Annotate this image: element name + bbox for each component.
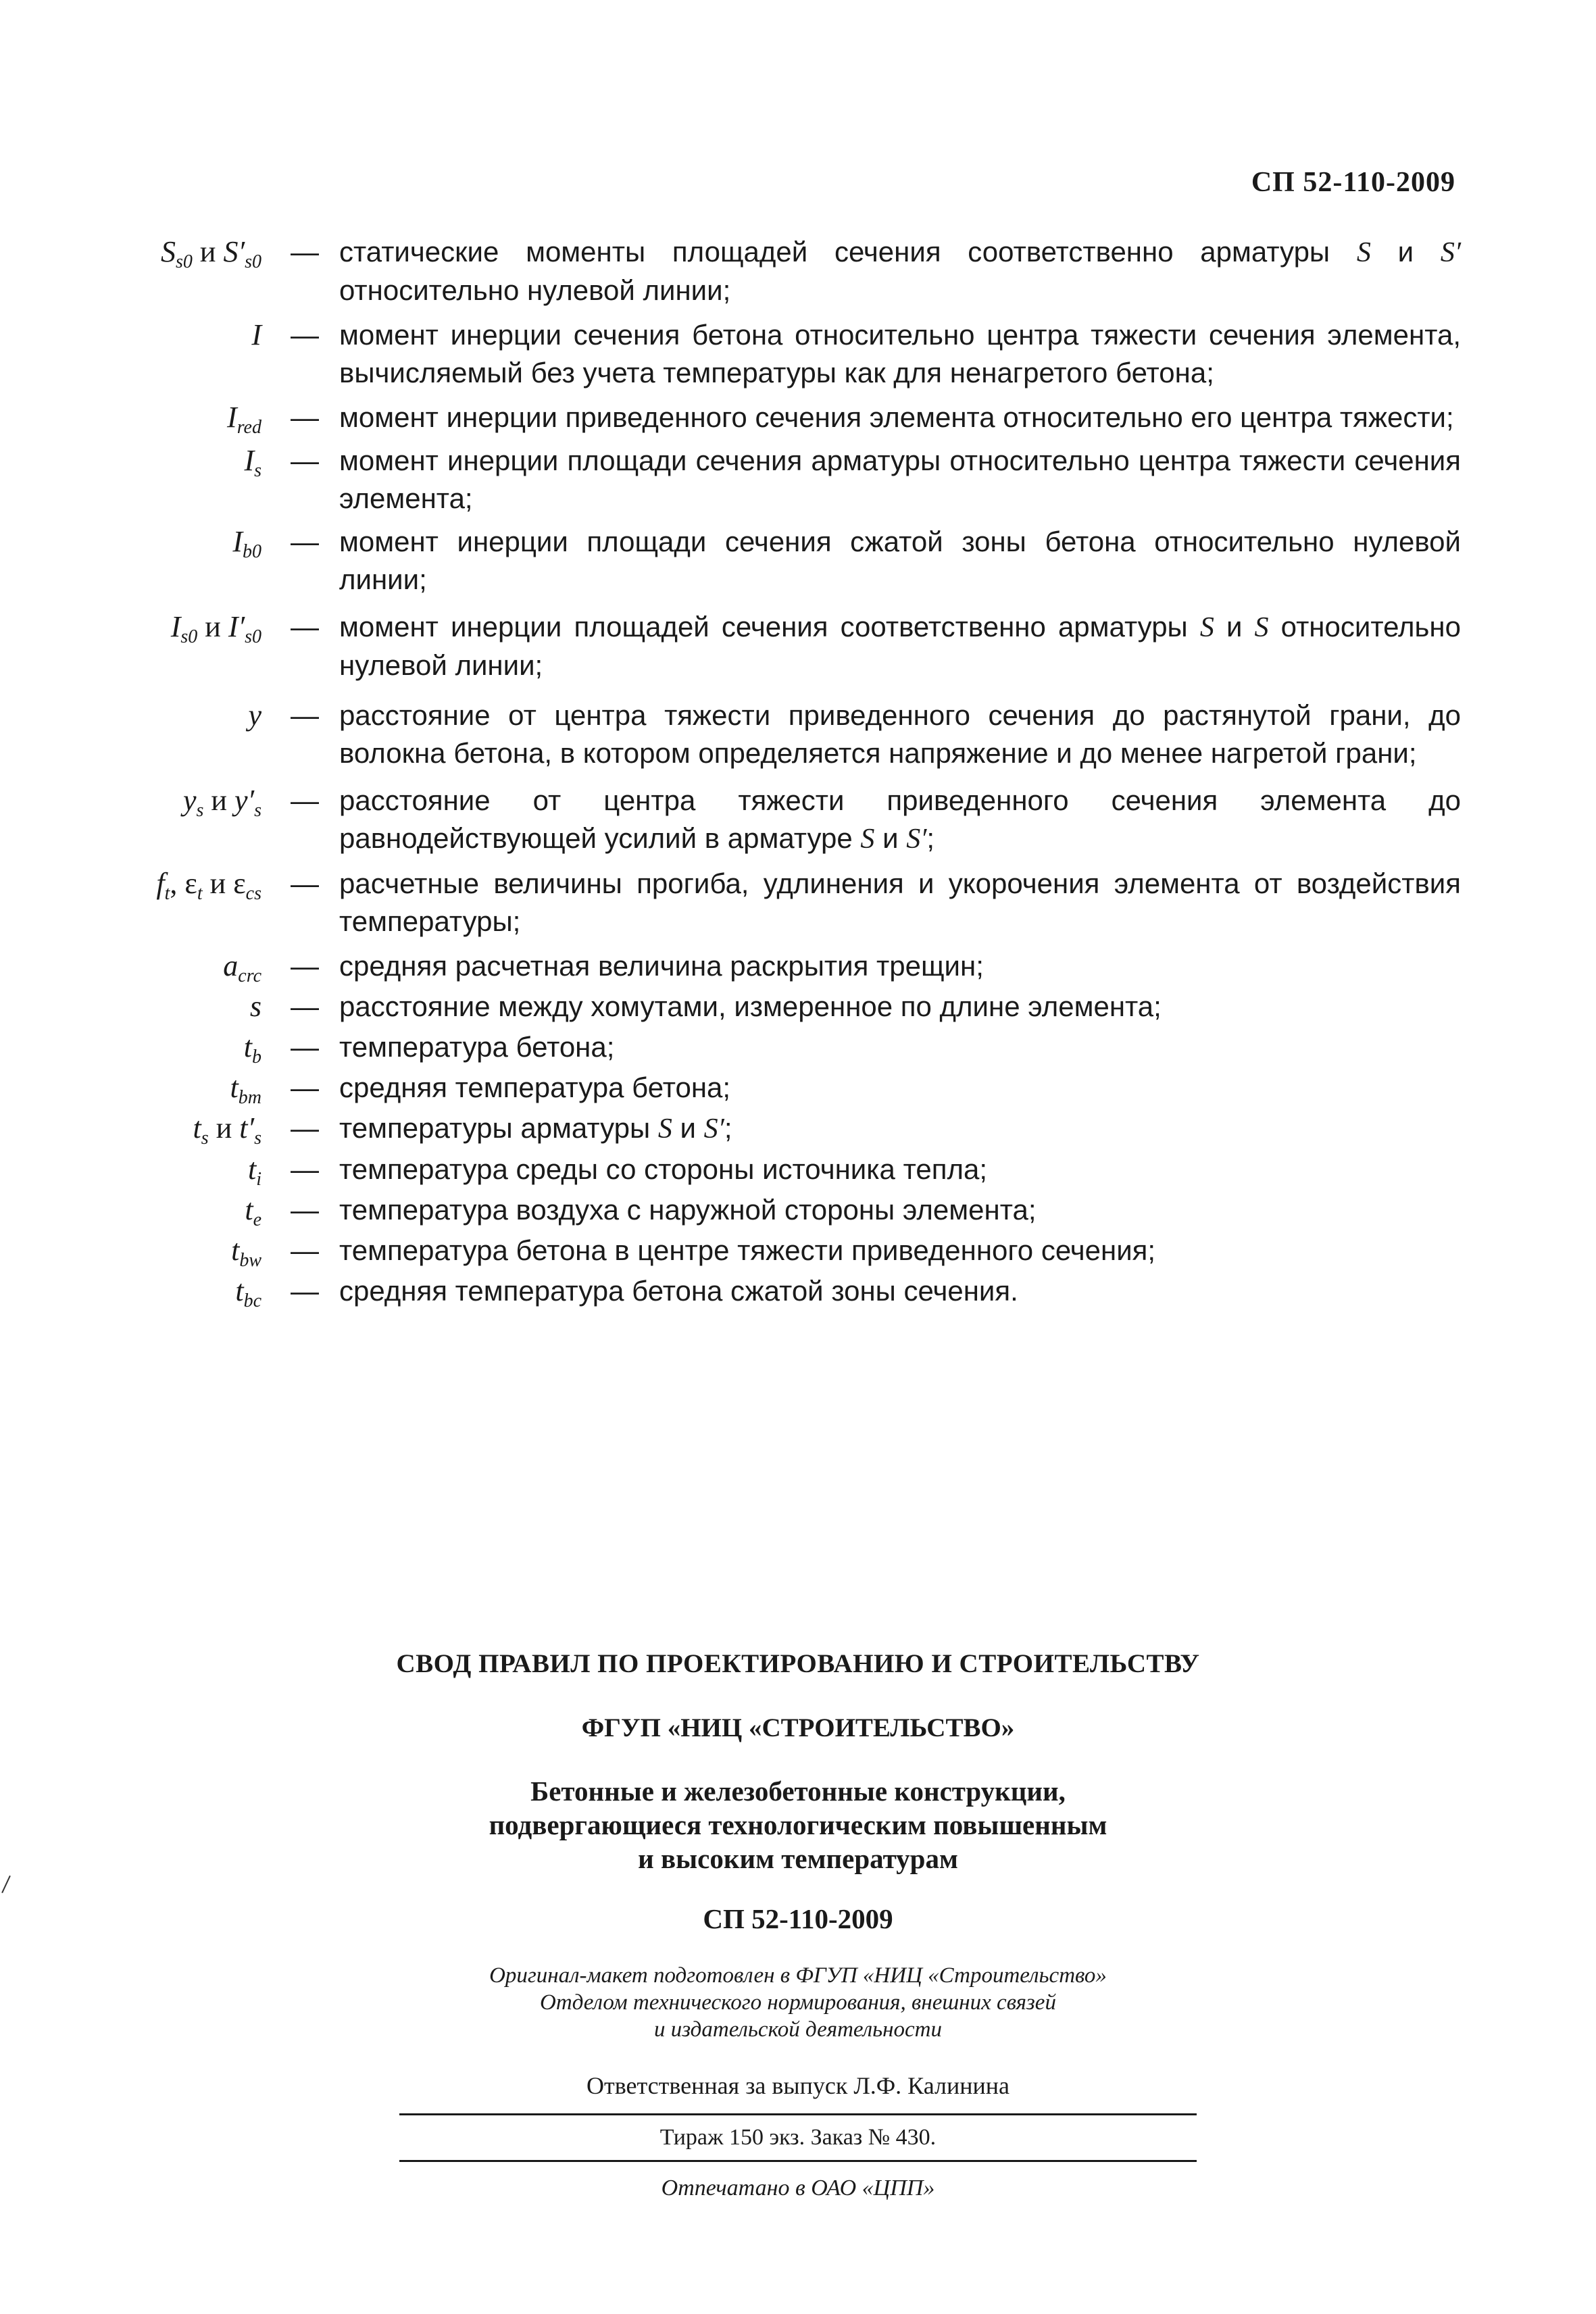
colophon bbox=[0, 1649, 1596, 2201]
document-name-line: Бетонные и железобетонные конструкции, bbox=[530, 1776, 1066, 1807]
definition-symbol: $a_{crc}$ bbox=[223, 949, 261, 986]
definition-text: средняя расчетная величина раскрытия трещин; bbox=[339, 950, 984, 982]
definition-symbol: $S_{s0}$ и $S'_{s0}$ bbox=[161, 235, 261, 272]
definition-dash: — bbox=[291, 1194, 319, 1226]
definition-dash: — bbox=[291, 699, 319, 731]
definition-dash: — bbox=[291, 319, 319, 351]
definition-dash: — bbox=[291, 1112, 319, 1144]
definition-row bbox=[0, 608, 1596, 684]
definition-symbol: $I_{b0}$ bbox=[232, 525, 261, 562]
definition-symbol: y bbox=[248, 699, 261, 732]
document-code: СП 52-110-2009 bbox=[703, 1903, 893, 1934]
definition-symbol: $t_{bc}$ bbox=[235, 1274, 261, 1311]
definition-text: температура воздуха с наружной стороны элемента; bbox=[339, 1194, 1037, 1226]
definition-dash: — bbox=[291, 611, 319, 643]
definition-row bbox=[0, 988, 1596, 1026]
definition-text: момент инерции площади сечения арматуры относительно центра тяжести сечения элемента; bbox=[339, 445, 1461, 514]
definition-row bbox=[0, 1069, 1596, 1107]
definition-symbol: $I_{red}$ bbox=[227, 401, 261, 438]
document-code-header: СП 52-110-2009 bbox=[1251, 167, 1455, 198]
definition-row bbox=[0, 1272, 1596, 1310]
definition-text: момент инерции сечения бетона относительно центра тяжести сечения элемента, вычисляемый без учета температуры как для ненагретого бетона; bbox=[339, 319, 1461, 388]
definition-dash: — bbox=[291, 990, 319, 1022]
prepared-by-line: и издательской деятельности bbox=[653, 2017, 943, 2042]
definition-symbol: $t_s$ и $t'_s$ bbox=[193, 1111, 261, 1149]
organization-name: ФГУП «НИЦ «СТРОИТЕЛЬСТВО» bbox=[581, 1713, 1015, 1742]
definition-text: температура бетона; bbox=[339, 1031, 615, 1063]
definition-row bbox=[0, 1028, 1596, 1066]
definition-row bbox=[0, 782, 1596, 858]
definition-symbol: $y_s$ и $y'_s$ bbox=[182, 784, 261, 821]
definition-text: средняя температура бетона сжатой зоны сечения. bbox=[339, 1275, 1018, 1307]
prepared-by-line: Отделом технического нормирования, внешних связей bbox=[540, 1990, 1056, 2015]
definition-text: средняя температура бетона; bbox=[339, 1072, 731, 1103]
series-title: СВОД ПРАВИЛ ПО ПРОЕКТИРОВАНИЮ И СТРОИТЕЛЬСТВУ bbox=[396, 1649, 1200, 1678]
definition-row bbox=[0, 523, 1596, 599]
definition-row bbox=[0, 947, 1596, 985]
definition-text: момент инерции площадей сечения соответственно арматуры S и S относительно нулевой линии; bbox=[339, 611, 1461, 681]
definition-text: температура бетона в центре тяжести приведенного сечения; bbox=[339, 1234, 1156, 1266]
definition-dash: — bbox=[291, 526, 319, 557]
prepared-by bbox=[0, 1962, 1596, 2043]
definition-dash: — bbox=[291, 867, 319, 899]
definition-symbol: s bbox=[249, 990, 261, 1023]
definition-row bbox=[0, 1232, 1596, 1269]
document-name bbox=[0, 1774, 1596, 1876]
definition-dash: — bbox=[291, 1072, 319, 1103]
definition-symbol: $f_t$, $\varepsilon_t$ и $\varepsilon_{cs}$ bbox=[156, 867, 261, 904]
definition-text: температура среды со стороны источника тепла; bbox=[339, 1153, 987, 1185]
definition-text: момент инерции площади сечения сжатой зоны бетона относительно нулевой линии; bbox=[339, 526, 1461, 595]
definition-dash: — bbox=[291, 784, 319, 816]
definition-row bbox=[0, 1151, 1596, 1188]
definition-row bbox=[0, 442, 1596, 518]
document-name-line: подвергающиеся технологическим повышенным bbox=[489, 1809, 1107, 1840]
printed-by: Отпечатано в ОАО «ЦПП» bbox=[661, 2175, 935, 2200]
print-run-info: Тираж 150 экз. Заказ № 430. bbox=[659, 2125, 937, 2150]
definition-row bbox=[0, 233, 1596, 309]
definition-dash: — bbox=[291, 445, 319, 476]
definition-row bbox=[0, 1191, 1596, 1229]
document-name-line: и высоким температурам bbox=[638, 1843, 958, 1874]
definition-row bbox=[0, 697, 1596, 772]
definition-text: момент инерции приведенного сечения элемента относительно его центра тяжести; bbox=[339, 401, 1454, 433]
definition-symbol: $t_{bm}$ bbox=[230, 1071, 261, 1108]
definition-symbol: $t_b$ bbox=[243, 1030, 261, 1067]
definition-dash: — bbox=[291, 1275, 319, 1307]
definition-text: расстояние от центра тяжести приведенного сечения до растянутой грани, до волокна бетона, в котором определяется напряжение и до менее нагретой грани; bbox=[339, 699, 1461, 769]
definition-dash: — bbox=[291, 1153, 319, 1185]
definition-text: расстояние от центра тяжести приведенного сечения элемента до равнодействующей усилий в арматуре S и S′; bbox=[339, 784, 1461, 855]
definition-row bbox=[0, 1109, 1596, 1148]
symbol-definitions-list bbox=[0, 233, 1596, 1313]
prepared-by-line: Оригинал-макет подготовлен в ФГУП «НИЦ «Строительство» bbox=[489, 1963, 1107, 1988]
definition-text: температуры арматуры S и S′; bbox=[339, 1112, 732, 1145]
definition-text: статические моменты площадей сечения соответственно арматуры S и S′ относительно нулевой линии; bbox=[339, 236, 1461, 306]
definition-symbol: $t_{bw}$ bbox=[231, 1234, 261, 1271]
definition-row bbox=[0, 399, 1596, 436]
definition-dash: — bbox=[291, 401, 319, 433]
definition-symbol: $I_s$ bbox=[244, 444, 261, 481]
definition-dash: — bbox=[291, 1031, 319, 1063]
divider-rule bbox=[399, 2160, 1197, 2162]
definition-dash: — bbox=[291, 236, 319, 268]
definition-text: расчетные величины прогиба, удлинения и укорочения элемента от воздействия температуры; bbox=[339, 867, 1461, 937]
definition-symbol: $t_e$ bbox=[245, 1193, 261, 1230]
definition-text: расстояние между хомутами, измеренное по длине элемента; bbox=[339, 990, 1162, 1022]
definition-symbol: I bbox=[251, 318, 261, 351]
definition-symbol: $t_i$ bbox=[247, 1153, 261, 1190]
definition-dash: — bbox=[291, 1234, 319, 1266]
definition-dash: — bbox=[291, 950, 319, 982]
definition-symbol: $I_{s0}$ и $I'_{s0}$ bbox=[170, 610, 261, 647]
definition-row bbox=[0, 865, 1596, 940]
definition-row bbox=[0, 316, 1596, 392]
responsible-editor: Ответственная за выпуск Л.Ф. Калинина bbox=[586, 2072, 1010, 2099]
